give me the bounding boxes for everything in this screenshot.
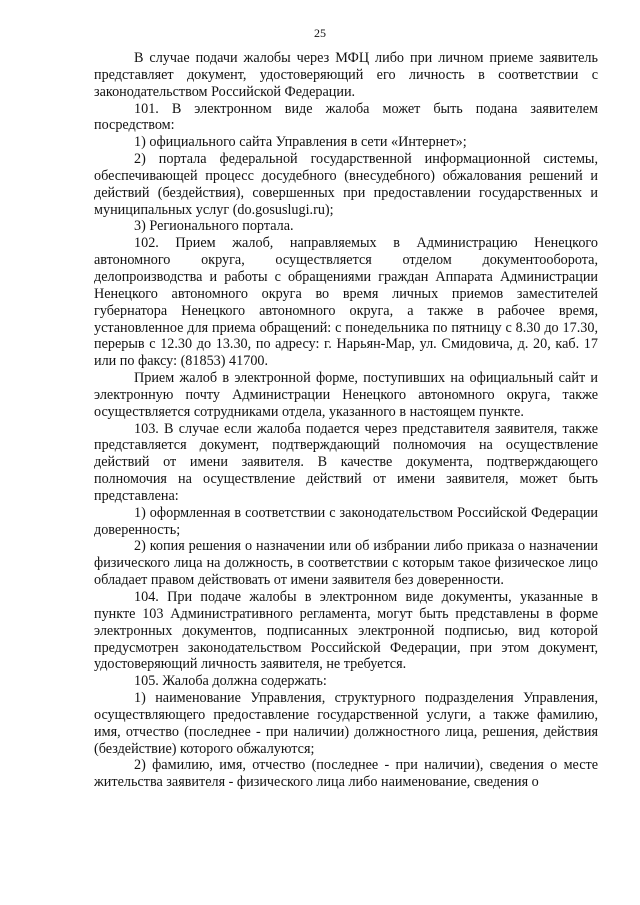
list-item-101-3: 3) Регионального портала. [134, 218, 294, 235]
paragraph-105: 105. Жалоба должна содержать: [134, 673, 327, 690]
paragraph-102: 102. Прием жалоб, направляемых в Администрацию Ненецкого автономного округа, осуществляется отделом документооборота, делопроизводства и работы с обращениями граждан Аппарата Администрации Ненецкого автономного округа во время личных приемов заместителей губернатора Ненецкого автономного округа, а также в рабочее время, установленное для приема обращений: с понедельника по пятницу с 8.30 до 17.30, перерыв с 12.30 до 13.30, по адресу: г. Нарьян-Мар, ул. Смидовича, д. 20, каб. 17 или по факсу: (81853) 41700. [94, 235, 598, 370]
list-item-103-1: 1) оформленная в соответствии с законодательством Российской Федерации доверенность; [94, 504, 598, 538]
page-number: 25 [314, 26, 326, 40]
list-item-105-1: 1) наименование Управления, структурного подразделения Управления, осуществляющего предоставление государственной услуги, а также фамилию, имя, отчество (последнее - при наличии) должностного лица, решения, действия (бездействие) которого обжалуются; [94, 690, 598, 757]
list-item-101-2: 2) портала федеральной государственной информационной системы, обеспечивающей процесс досудебного (внесудебного) обжалования решений и действий (бездействия), совершенных при предоставлении государственных и муниципальных услуг (do.gosuslugi.ru); [94, 151, 598, 218]
document-body [94, 50, 598, 791]
list-item-105-2: 2) фамилию, имя, отчество (последнее - при наличии), сведения о месте жительства заявителя - физического лица либо наименование, сведения о [94, 757, 598, 791]
paragraph-mfc-submission: В случае подачи жалобы через МФЦ либо при личном приеме заявитель представляет документ, удостоверяющий его личность в соответствии с законодательством Российской Федерации. [94, 50, 598, 100]
paragraph-104: 104. При подаче жалобы в электронном виде документы, указанные в пункте 103 Административного регламента, могут быть представлены в форме электронных документов, подписанных электронной подписью, вид которой предусмотрен законодательством Российской Федерации, при этом документ, удостоверяющий личность заявителя, не требуется. [94, 589, 598, 673]
paragraph-103: 103. В случае если жалоба подается через представителя заявителя, также представляется документ, подтверждающий полномочия на осуществление действий от имени заявителя. В качестве документа, подтверждающего полномочия на осуществление действий от имени заявителя, может быть представлена: [94, 420, 598, 504]
list-item-101-1: 1) официального сайта Управления в сети «Интернет»; [134, 134, 467, 151]
paragraph-102-electronic: Прием жалоб в электронной форме, поступивших на официальный сайт и электронную почту Администрации Ненецкого автономного округа, также осуществляется сотрудниками отдела, указанного в настоящем пункте. [94, 370, 598, 420]
paragraph-101: 101. В электронном виде жалоба может быть подана заявителем посредством: [94, 100, 598, 134]
list-item-103-2: 2) копия решения о назначении или об избрании либо приказа о назначении физического лица на должность, в соответствии с которым такое физическое лицо обладает правом действовать от имени заявителя без доверенности. [94, 538, 598, 589]
